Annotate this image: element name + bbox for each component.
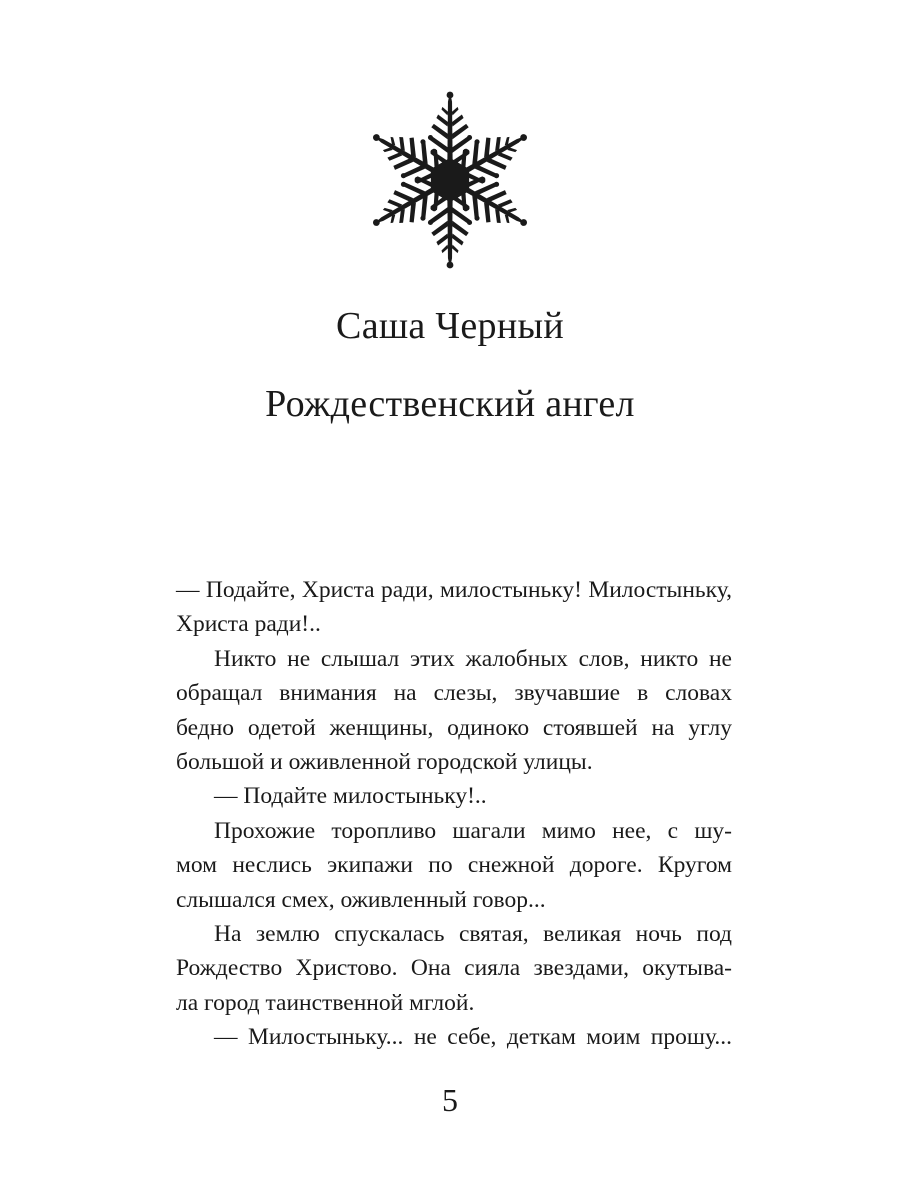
story-text [176, 573, 732, 1055]
text-line: — Подайте, Христа ради, милостыньку! Милостыньку, [176, 577, 732, 603]
text-line: ла город таинственной мглой. [176, 989, 475, 1016]
text-line: — Подайте милостыньку!.. [214, 783, 487, 810]
text-line: Рождество Христово. Она сияла звездами, окутыва- [176, 955, 732, 982]
author-name: Саша Черный [336, 305, 564, 347]
text-line: Никто не слышал этих жалобных слов, никто не [214, 645, 732, 672]
text-line: мом неслись экипажи по снежной дороге. Кругом [176, 852, 732, 879]
snowflake-icon [365, 88, 535, 272]
story-title: Рождественский ангел [265, 383, 635, 425]
text-line: Прохожие торопливо шагали мимо нее, с шу- [214, 817, 732, 844]
text-line: Христа ради!.. [176, 611, 321, 638]
text-line: обращал внимания на слезы, звучавшие в словах [176, 680, 732, 707]
text-line: На землю спускалась святая, великая ночь под [214, 921, 732, 948]
text-line: большой и оживленной городской улицы. [176, 749, 593, 776]
text-line: бедно одетой женщины, одиноко стоявшей на углу [176, 714, 732, 741]
text-line: — Милостыньку... не себе, деткам моим прошу... [214, 1024, 732, 1051]
text-line: слышался смех, оживленный говор... [176, 886, 546, 913]
page-number: 5 [442, 1082, 458, 1118]
